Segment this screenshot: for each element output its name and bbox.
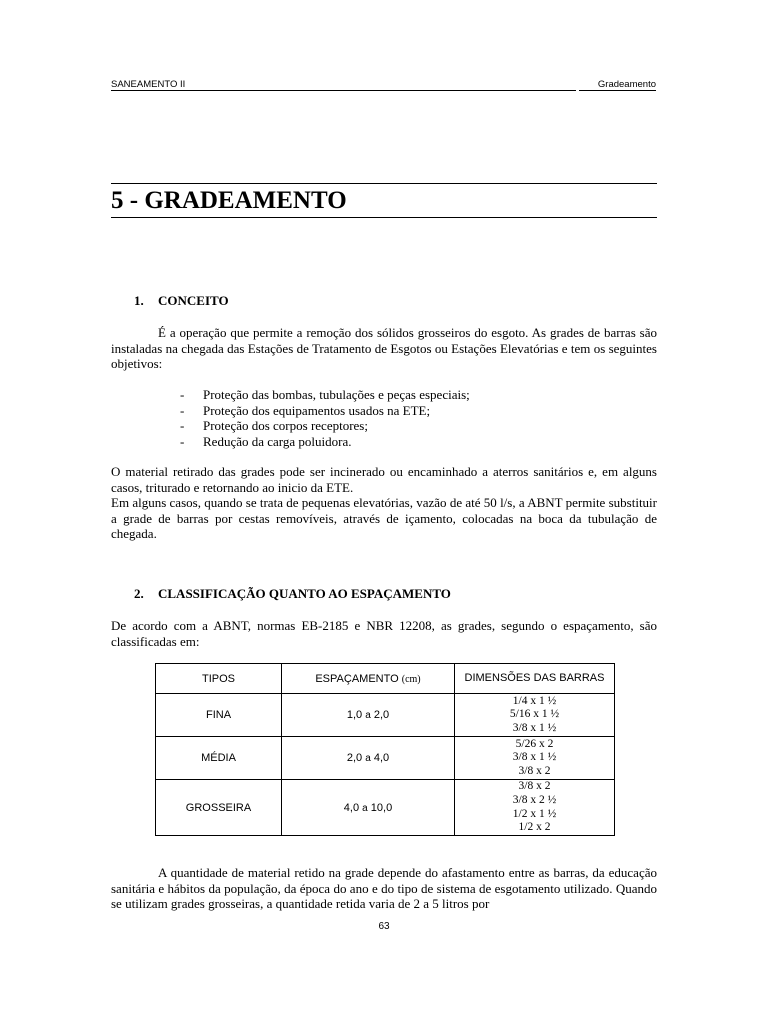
header-espacamento-label: ESPAÇAMENTO (315, 672, 399, 685)
cell-dimensoes (455, 737, 615, 780)
list-item: - Proteção dos corpos receptores; (180, 418, 368, 433)
paragraph-text: O material retirado das grades pode ser incinerado ou encaminhado a aterros sanitários e, em alguns casos, triturado e retornando ao inicio da ETE. (111, 464, 657, 495)
list-item: - Proteção das bombas, tubulações e peças especiais; (180, 387, 470, 402)
header-espacamento (282, 664, 455, 694)
header-rule (111, 90, 576, 91)
header-dimensoes: DIMENSÕES DAS BARRAS (455, 664, 615, 694)
dim-line: 1/2 x 2 (518, 821, 551, 834)
section-title: CONCEITO (158, 293, 229, 308)
dim-line: 3/8 x 1 ½ (512, 751, 557, 764)
spacing-table (155, 663, 615, 836)
dim-line: 3/8 x 1 ½ (512, 721, 557, 734)
section-heading-conceito (134, 293, 229, 309)
running-header (111, 79, 656, 91)
dim-line: 1/4 x 1 ½ (512, 694, 557, 707)
header-espacamento-unit: (cm) (401, 673, 421, 685)
cell-espacamento (282, 737, 455, 780)
list-item: - Redução da carga poluidora. (180, 433, 352, 449)
cell-tipo: FINA (156, 694, 282, 737)
paragraph-material (111, 464, 657, 542)
dim-line: 3/8 x 2 ½ (512, 793, 557, 806)
cell-a: a (365, 753, 371, 764)
list-item: - Proteção dos equipamentos usados na ETE; (180, 402, 431, 418)
dim-line: 5/26 x 2 (515, 737, 554, 750)
cell-espacamento (282, 780, 455, 836)
cell-min: 1,0 (346, 709, 363, 721)
dim-line: 5/16 x 1 ½ (509, 708, 560, 721)
cell-a: a (362, 802, 368, 814)
cell-espacamento (282, 694, 455, 737)
cell-max: 10,0 (370, 801, 393, 814)
table-row (156, 780, 615, 836)
list-item-text: Proteção dos equipamentos usados na ETE; (203, 402, 431, 418)
header-tipos: TIPOS (156, 664, 282, 694)
header-left: SANEAMENTO II (111, 79, 186, 90)
table-header-row (156, 664, 615, 694)
cell-dimensoes (455, 780, 615, 836)
section-heading-classificacao (134, 586, 451, 602)
list-item-text: Proteção das bombas, tubulações e peças especiais; (203, 387, 470, 402)
paragraph-classificacao (111, 618, 657, 649)
section-title: CLASSIFICAÇÃO QUANTO AO ESPAÇAMENTO (158, 586, 451, 601)
paragraph-intro (111, 325, 657, 372)
list-item-text: Redução da carga poluidora. (203, 433, 352, 449)
cell-a: a (365, 710, 371, 721)
paragraph-text: Em alguns casos, quando se trata de pequenas elevatórias, vazão de até 50 l/s, a ABNT permite substituir a grade de barras por cestas removíveis, através de içamento, colocadas na boca da tubulação de chegada. (111, 495, 657, 541)
section-number: 1. (134, 293, 144, 308)
objectives-list (180, 387, 600, 449)
page-number: 63 (378, 921, 390, 932)
cell-min: 2,0 (346, 752, 363, 764)
dim-line: 3/8 x 2 (518, 764, 551, 777)
chapter-title: 5 - GRADEAMENTO (111, 183, 657, 218)
table-row (156, 694, 615, 737)
list-item-text: Proteção dos corpos receptores; (203, 418, 368, 433)
cell-tipo: GROSSEIRA (156, 780, 282, 836)
header-rule-right (579, 90, 656, 91)
paragraph-closing (111, 865, 657, 912)
cell-tipo: MÉDIA (156, 737, 282, 780)
cell-max: 4,0 (373, 752, 390, 764)
paragraph-text: É a operação que permite a remoção dos sólidos grosseiros do esgoto. As grades de barras são instaladas na chegada das Estações de Tratamento de Esgotos ou Estações Elevatórias e tem os seguintes objetivos: (111, 325, 657, 371)
paragraph-text: De acordo com a ABNT, normas EB-2185 e NBR 12208, as grades, segundo o espaçamento, são classificadas em: (111, 618, 657, 649)
dim-line: 3/8 x 2 (518, 780, 551, 793)
header-right: Gradeamento (597, 79, 656, 90)
dim-line: 1/2 x 1 ½ (512, 807, 557, 820)
section-number: 2. (134, 586, 144, 601)
cell-max: 2,0 (373, 709, 390, 721)
cell-min: 4,0 (343, 801, 360, 814)
paragraph-text: A quantidade de material retido na grade depende do afastamento entre as barras, da educação sanitária e hábitos da população, da época do ano e do tipo de sistema de esgotamento utilizado. Quando se utilizam grades grosseiras, a quantidade retida varia de 2 a 5 litros por (111, 865, 657, 911)
cell-dimensoes (455, 694, 615, 737)
table-row (156, 737, 615, 780)
